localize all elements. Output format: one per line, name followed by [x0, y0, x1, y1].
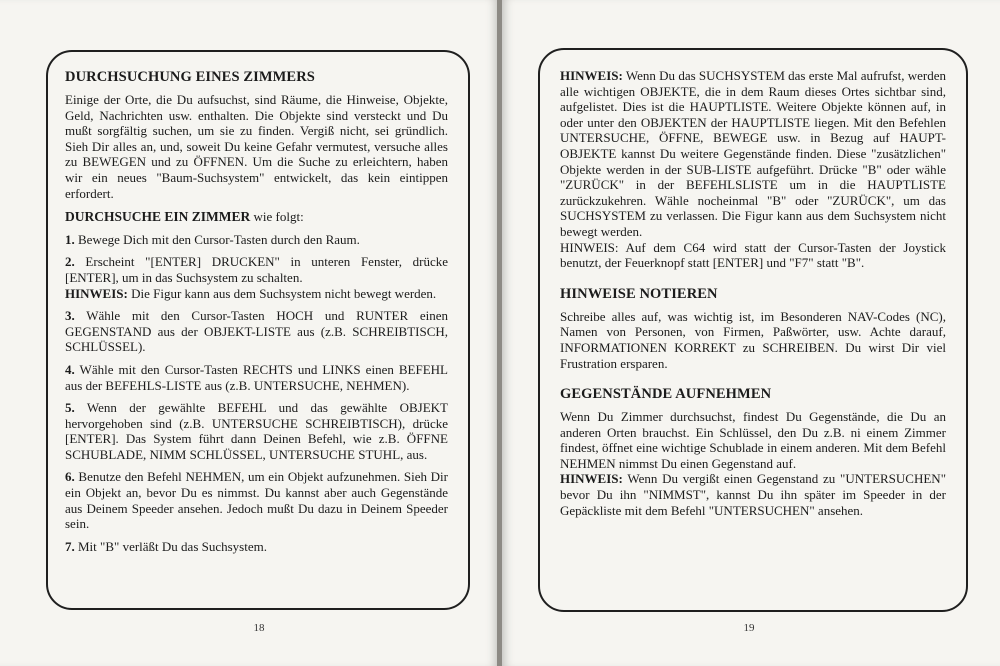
pickup-hint	[560, 471, 946, 518]
left-page-frame	[46, 50, 470, 610]
page-right	[502, 0, 1000, 666]
search-subtitle-rest: wie folgt:	[250, 209, 304, 225]
step-5	[65, 400, 448, 462]
hint-text: Wenn Du das SUCHSYSTEM das erste Mal aufrufst, werden alle wichtigen OBJEKTE, die in dem Raum dieses Ortes sichtbar sind, aufgelistet. Dies ist die HAUPTLISTE. Weitere Objekte können auf, in oder unter den OBJEKTEN der HAUPTLISTE liegen. Mit den Befehlen UNTERSUCHE, ÖFFNE, BEWEGE usw. in Bezug auf HAUPT-OBJEKTE kannst Du weitere Gegenstände finden. Diese "zusätzlichen" Objekte werden in der SUB-LISTE aufgeführt. Drücke "B" oder wähle "ZURÜCK" in der BEFEHLSLISTE um in die HAUPTLISTE zurückzukehren. Wähle nocheinmal "B" oder "ZURÜCK", um das SUCHSYSTEM zu verlassen. Die Figur kann aus dem Suchsystem nicht bewegt werden.	[560, 68, 946, 239]
section-title-notes: HINWEISE NOTIEREN	[560, 285, 718, 302]
step-number: 3.	[65, 308, 75, 324]
spacer	[560, 371, 946, 385]
notes-text: Schreibe alles auf, was wichtig ist, im Besonderen NAV-Codes (NC), Namen von Personen, von Firmen, Paßwörter, usw. Achte darauf, INFORMATIONEN KORREKT zu SCHREIBEN. Du wirst Dir viel Frustration ersparen.	[560, 308, 946, 371]
section-title-pickup: GEGENSTÄNDE AUFNEHMEN	[560, 386, 772, 403]
hint-label: HINWEIS:	[560, 471, 623, 487]
step-1	[65, 232, 448, 248]
hint-text: Auf dem C64 wird statt der Cursor-Tasten der Joystick benutzt, der Feuerknopf statt [ENTER] und "F7" statt "B".	[560, 239, 946, 271]
step-2-hint	[65, 286, 448, 302]
hint-label: HINWEIS:	[65, 285, 128, 301]
right-page-frame	[538, 48, 968, 612]
hint-text: Die Figur kann aus dem Suchsystem nicht bewegt werden.	[127, 285, 437, 301]
step-number: 2.	[65, 254, 75, 270]
spacer	[560, 271, 946, 285]
page-left	[0, 0, 498, 666]
step-text: Wenn der gewählte BEFEHL und das gewählte OBJEKT hervorgehoben sind (z.B. UNTERSUCHE SCHREIBTISCH), drücke [ENTER]. Das System führt dann Deinen Befehl, wie z.B. ÖFFNE SCHUBLADE, NIMM SCHLÜSSEL, UNTERSUCHE STUHL, aus.	[65, 400, 448, 462]
step-number: 6.	[65, 469, 75, 485]
step-3	[65, 308, 448, 355]
spacer	[65, 201, 448, 209]
step-number: 1.	[65, 231, 75, 247]
step-number: 7.	[65, 538, 75, 554]
hint-label: HINWEIS:	[560, 239, 619, 255]
step-7	[65, 539, 448, 555]
step-text: Wähle mit den Cursor-Tasten RECHTS und LINKS einen BEFEHL aus der BEFEHLS-LISTE aus (z.B. UNTERSUCHE, NEHMEN).	[65, 361, 448, 393]
step-number: 5.	[65, 400, 75, 416]
step-number: 4.	[65, 361, 75, 377]
search-system-hint	[560, 68, 946, 240]
pickup-text: Wenn Du Zimmer durchsuchst, findest Du Gegenstände, die Du an anderen Orten brauchst. Ein Schlüssel, den Du z.B. ni einem Zimmer findest, öffnet eine wichtige Schublade in einem anderen. Mit dem Befehl NEHMEN nimmst Du einen Gegenstand auf.	[560, 409, 946, 471]
hint-text: Wenn Du vergißt einen Gegenstand zu "UNTERSUCHEN" bevor Du ihn "NIMMST", kannst Du ihn später im Speeder in der Gepäckliste mit dem Befehl "UNTERSUCHEN" ansehen.	[560, 471, 946, 518]
step-text: Mit "B" verläßt Du das Suchsystem.	[74, 538, 267, 554]
section-title-room-search: DURCHSUCHUNG EINES ZIMMERS	[65, 69, 315, 85]
page-number-left: 18	[253, 622, 265, 634]
page-number-right: 19	[743, 622, 755, 634]
step-text: Benutze den Befehl NEHMEN, um ein Objekt aufzunehmen. Sieh Dir ein Objekt an, bevor Du es nimmst. Du kannst aber auch Gegenstände aus Deinem Speeder ansehen. Jedoch mußt Du dazu in Deinem Speeder sein.	[65, 469, 448, 532]
step-text: Wähle mit den Cursor-Tasten HOCH und RUNTER einen GEGENSTAND aus der OBJEKT-LISTE aus (z.B. SCHREIBTISCH, SCHLÜSSEL).	[65, 308, 448, 355]
hint-label: HINWEIS:	[560, 68, 623, 83]
step-text: Bewege Dich mit den Cursor-Tasten durch den Raum.	[74, 231, 360, 247]
c64-hint	[560, 240, 946, 271]
search-subtitle-bold: DURCHSUCHE EIN ZIMMER	[65, 209, 251, 225]
step-text: Erscheint "[ENTER] DRUCKEN" in unteren Fenster, drücke [ENTER], um in das Suchsystem zu schalten.	[65, 254, 448, 285]
step-6	[65, 469, 448, 531]
search-subtitle	[65, 209, 448, 225]
room-search-intro: Einige der Orte, die Du aufsuchst, sind Räume, die Hinweise, Objekte, Geld, Nachrichten usw. enthalten. Die Objekte sind versteckt und Du mußt sorgfältig suchen, um sie zu finden. Vergiß nicht, sei gründlich. Sieh Dir alles an, und, soweit Du keine Gefahr vermutest, versuche alles zu BEWEGEN und zu ÖFFNEN. Um die Suche zu erleichtern, haben wir ein neues "Baum-Suchsystem" entwickelt, das kein eintippen erfordert.	[65, 92, 448, 201]
step-2	[65, 254, 448, 285]
step-4	[65, 362, 448, 393]
